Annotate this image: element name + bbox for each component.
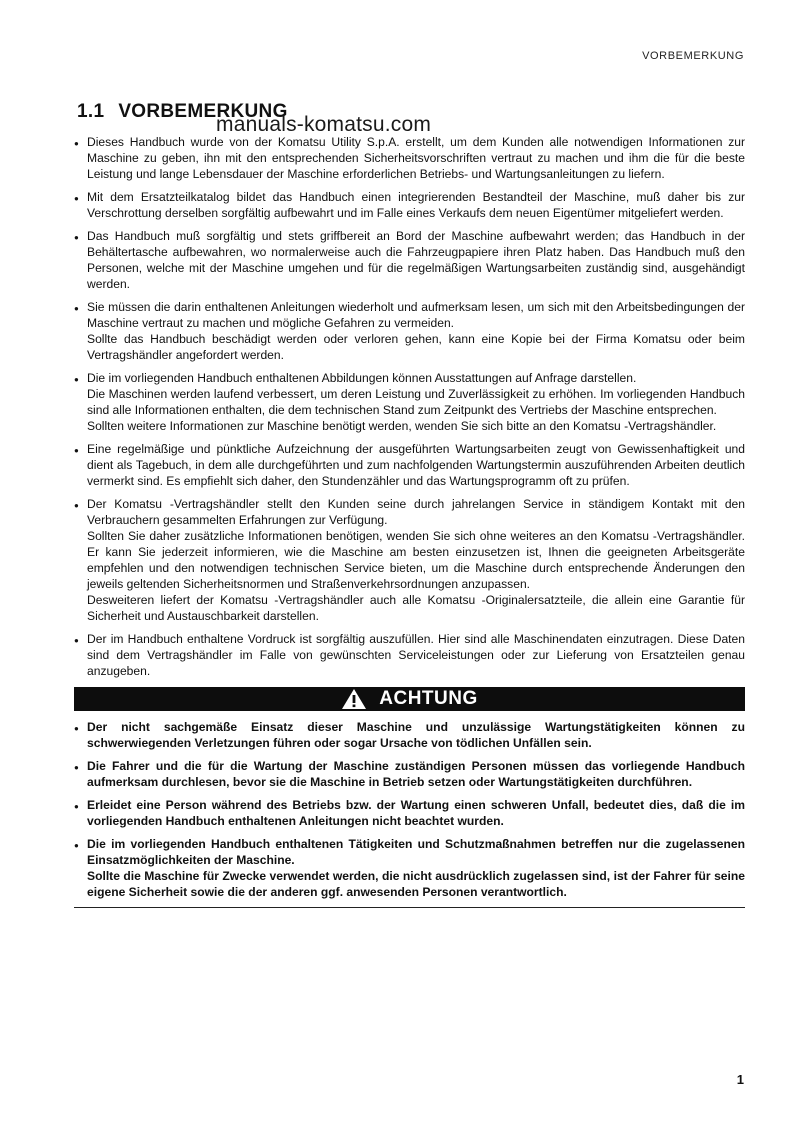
- bullet-item: [74, 719, 745, 751]
- bullet-paragraph: ● Der im Handbuch enthaltene Vordruck ist sorgfältig auszufüllen. Hier sind alle Maschinendaten einzutragen. Diese Daten sind dem Vertragshändler im Falle von gewünschten Serviceleistungen oder zur Lieferung von Ersatzteilen genau anzugeben.: [87, 632, 745, 678]
- bullet-paragraph: Sollte das Handbuch beschädigt werden oder verloren gehen, kann eine Kopie bei der Firma Komatsu oder beim Vertragshändler angefordert werden.: [87, 332, 745, 362]
- bullet-paragraph: Sollten weitere Informationen zur Maschine benötigt werden, wenden Sie sich bitte an den Komatsu -Vertragshändler.: [87, 419, 717, 433]
- bullet-paragraph: ● Die im vorliegenden Handbuch enthaltenen Tätigkeiten und Schutzmaßnahmen betreffen nur die zugelassenen Einsatzmöglichkeiten der Maschine.: [87, 837, 745, 867]
- bullet-item: [74, 370, 745, 434]
- warning-banner: [74, 687, 745, 711]
- bullet-paragraph: Die Maschinen werden laufend verbessert, um deren Leistung und Zuverlässigkeit zu erhöhen. Im vorliegenden Handbuch sind alle Informationen enthalten, die dem technischen Stand zum Zeitpunkt des Vertriebs der Maschine entsprechen.: [87, 387, 745, 417]
- warning-bullet-list: [74, 719, 745, 900]
- bullet-item: [74, 631, 745, 679]
- bullet-paragraph: ● Dieses Handbuch wurde von der Komatsu Utility S.p.A. erstellt, um dem Kunden alle notwendigen Informationen zur Maschine zu geben, ihn mit den entsprechenden Sicherheitsvorschriften vertraut zu machen und ihm die für die beste Leistung und lange Lebensdauer der Maschine erforderlichen Betriebs- und Wartungsanleitungen zu liefern.: [87, 135, 745, 181]
- bullet-paragraph: ● Die Fahrer und die für die Wartung der Maschine zuständigen Personen müssen das vorliegende Handbuch aufmerksam durchlesen, bevor sie die Maschine in Betrieb setzen oder Wartungstätigkeiten durchführen.: [87, 759, 745, 789]
- bullet-item: [74, 228, 745, 292]
- section-title: VORBEMERKUNG: [118, 101, 288, 122]
- bullet-paragraph: ● Das Handbuch muß sorgfältig und stets griffbereit an Bord der Maschine aufbewahrt werden; das Handbuch in der Behältertasche aufbewahren, wo normalerweise auch die Fahrzeugpapiere ihren Platz haben. Das Handbuch muß den Personen, welche mit der Maschine umgehen und für die regelmäßigen Wartungsarbeiten zuständig sind, ausgehändigt werden.: [87, 229, 745, 291]
- page-content: [74, 134, 745, 908]
- warning-title: ACHTUNG: [379, 688, 478, 709]
- bullet-item: [74, 189, 745, 221]
- page-number: 1: [736, 1072, 744, 1087]
- bullet-item: [74, 134, 745, 182]
- watermark: manuals-komatsu.com: [216, 113, 432, 136]
- running-header: VORBEMERKUNG: [642, 50, 744, 62]
- bullet-paragraph: ● Erleidet eine Person während des Betriebs bzw. der Wartung einen schweren Unfall, bedeutet dies, daß die im vorliegenden Handbuch enthaltenen Anleitungen nicht beachtet wurden.: [87, 798, 745, 828]
- bullet-item: [74, 441, 745, 489]
- bullet-paragraph: ● Eine regelmäßige und pünktliche Aufzeichnung der ausgeführten Wartungsarbeiten zeugt von Gewissenhaftigkeit und dient als Tagebuch, in dem alle durchgeführten und zum nachfolgenden Wartungstermin auszuführenden Arbeiten deutlich vermerkt sind. Es empfiehlt sich daher, den Stundenzähler und das Wartungsprogramm oft zu prüfen.: [87, 442, 745, 488]
- bullet-item: [74, 797, 745, 829]
- bullet-paragraph: ● Der nicht sachgemäße Einsatz dieser Maschine und unzulässige Wartungstätigkeiten können zu schwerwiegenden Verletzungen führen oder sogar Ursache von tödlichen Unfällen sein.: [87, 720, 745, 750]
- section-end-rule: [74, 907, 745, 908]
- bullet-paragraph: Sollte die Maschine für Zwecke verwendet werden, die nicht ausdrücklich zugelassen sind, ist der Fahrer für seine eigene Sicherheit sowie die der anderen ggf. anwesenden Personen verantwortlich.: [87, 869, 745, 899]
- warning-triangle-icon: [341, 688, 367, 710]
- bullet-item: [74, 496, 745, 624]
- bullet-item: [74, 836, 745, 900]
- intro-bullet-list: [74, 134, 745, 679]
- bullet-paragraph: ● Mit dem Ersatzteilkatalog bildet das Handbuch einen integrierenden Bestandteil der Maschine, muß daher bis zur Verschrottung derselben sorgfältig aufbewahrt und im Falle eines Verkaufs dem neuen Eigentümer mitgeliefert werden.: [87, 190, 745, 220]
- bullet-paragraph: ● Die im vorliegenden Handbuch enthaltenen Abbildungen können Ausstattungen auf Anfrage darstellen.: [87, 371, 637, 385]
- bullet-paragraph: ● Der Komatsu -Vertragshändler stellt den Kunden seine durch jahrelangen Service in ständigem Kontakt mit den Verbrauchern gesammelten Erfahrungen zur Verfügung.: [87, 497, 745, 527]
- bullet-item: [74, 758, 745, 790]
- section-number: 1.1: [77, 101, 105, 122]
- bullet-item: [74, 299, 745, 363]
- bullet-paragraph: Desweiteren liefert der Komatsu -Vertragshändler auch alle Komatsu -Originalersatzteile, die allein eine Garantie für Sicherheit und Austauschbarkeit darstellen.: [87, 593, 745, 623]
- bullet-paragraph: ● Sie müssen die darin enthaltenen Anleitungen wiederholt und aufmerksam lesen, um sich mit den Arbeitsbedingungen der Maschine vertraut zu machen und mögliche Gefahren zu vermeiden.: [87, 300, 745, 330]
- bullet-paragraph: Sollten Sie daher zusätzliche Informationen benötigen, wenden Sie sich ohne weiteres an den Komatsu -Vertragshändler. Er kann Sie jederzeit informieren, wie die Maschine am besten einzusetzen ist, Ihnen die geeigneten Arbeitsgeräte empfehlen und den notwendigen technischen Service bieten, um die Maschine durch entsprechende Änderungen den jeweils geltenden Sicherheitsnormen und Straßenverkehrsordnungen anzupassen.: [87, 529, 745, 591]
